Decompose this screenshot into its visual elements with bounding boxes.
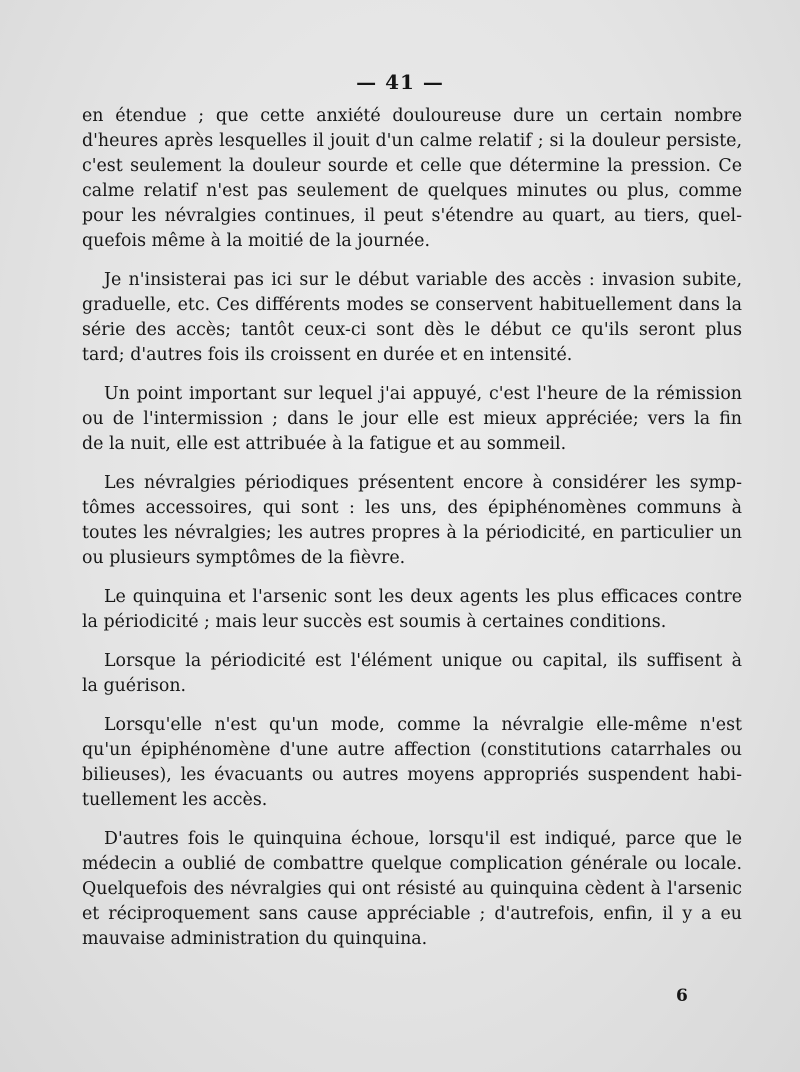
paragraph [82, 382, 742, 457]
paragraph [82, 585, 742, 635]
text-line: ou plusieurs symptômes de la fièvre. [82, 548, 406, 568]
text-line: et réciproquement sans cause appréciable ; d'autrefois, enfin, il y a eu [82, 904, 742, 924]
paragraph [82, 649, 742, 699]
text-line: Je n'insisterai pas ici sur le début variable des accès : invasion subite, [104, 270, 742, 290]
paragraph [82, 471, 742, 571]
text-line: quefois même à la moitié de la journée. [82, 231, 430, 251]
text-line: Un point important sur lequel j'ai appuyé, c'est l'heure de la rémission [104, 384, 742, 404]
paragraph [82, 268, 742, 368]
text-line: Quelquefois des névralgies qui ont résisté au quinquina cèdent à l'arsenic [82, 879, 742, 899]
text-line: D'autres fois le quinquina échoue, lorsqu'il est indiqué, parce que le [104, 829, 742, 849]
body-text [82, 104, 742, 966]
text-line: ou de l'intermission ; dans le jour elle est mieux appréciée; vers la fin [82, 409, 742, 429]
text-line: graduelle, etc. Ces différents modes se conservent habituellement dans la [82, 295, 742, 315]
signature-mark: 6 [676, 986, 688, 1006]
text-line: tuellement les accès. [82, 790, 268, 810]
text-line: la guérison. [82, 676, 187, 696]
text-line: pour les névralgies continues, il peut s'étendre au quart, au tiers, quel- [82, 206, 742, 226]
text-line: de la nuit, elle est attribuée à la fatigue et au sommeil. [82, 434, 567, 454]
paragraph [82, 827, 742, 952]
text-line: tômes accessoires, qui sont : les uns, des épiphénomènes communs à [82, 498, 742, 518]
text-line: mauvaise administration du quinquina. [82, 929, 428, 949]
text-line: médecin a oublié de combattre quelque complication générale ou locale. [82, 854, 742, 874]
text-line: Lorsqu'elle n'est qu'un mode, comme la névralgie elle-même n'est [104, 715, 742, 735]
text-line: la périodicité ; mais leur succès est soumis à certaines conditions. [82, 612, 667, 632]
text-line: en étendue ; que cette anxiété douloureuse dure un certain nombre [82, 106, 742, 126]
text-line: série des accès; tantôt ceux-ci sont dès le début ce qu'ils seront plus [82, 320, 742, 340]
text-line: d'heures après lesquelles il jouit d'un calme relatif ; si la douleur persiste, [82, 131, 742, 151]
text-line: Lorsque la périodicité est l'élément unique ou capital, ils suffisent à [104, 651, 742, 671]
text-line: c'est seulement la douleur sourde et celle que détermine la pression. Ce [82, 156, 742, 176]
text-line: bilieuses), les évacuants ou autres moyens appropriés suspendent habi- [82, 765, 742, 785]
paragraph [82, 713, 742, 813]
text-line: Le quinquina et l'arsenic sont les deux agents les plus efficaces contre [104, 587, 742, 607]
text-line: tard; d'autres fois ils croissent en durée et en intensité. [82, 345, 573, 365]
paragraph [82, 104, 742, 254]
text-line: calme relatif n'est pas seulement de quelques minutes ou plus, comme [82, 181, 742, 201]
text-line: qu'un épiphénomène d'une autre affection (constitutions catarrhales ou [82, 740, 742, 760]
page-number: — 41 — [356, 70, 444, 94]
text-line: toutes les névralgies; les autres propres à la périodicité, en particulier un [82, 523, 742, 543]
text-line: Les névralgies périodiques présentent encore à considérer les symp- [104, 473, 742, 493]
